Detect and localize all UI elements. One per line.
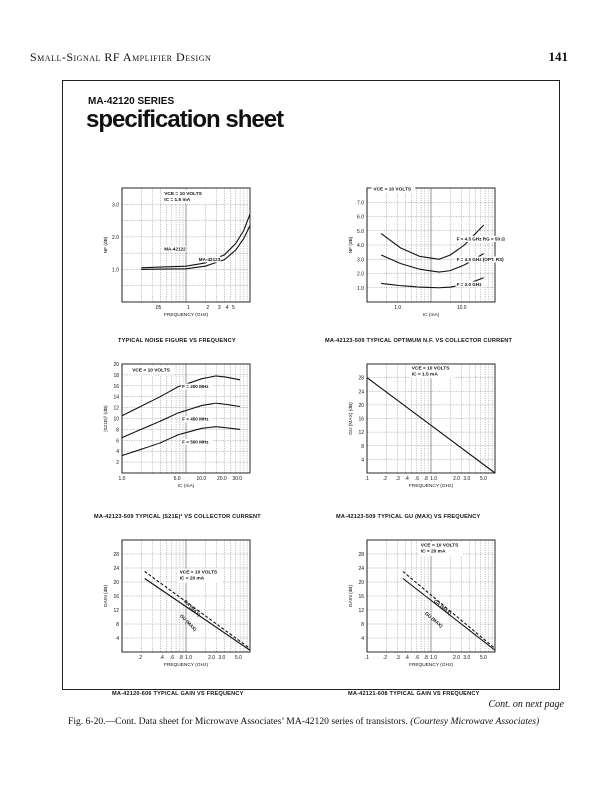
x-tick-label: 5.0: [235, 655, 242, 661]
x-tick-label: .05: [154, 305, 162, 311]
condition-label: VCE = 10 VOLTS: [164, 191, 202, 197]
x-tick-label: .3: [395, 655, 400, 661]
x-tick-label: 1.0: [430, 476, 438, 482]
y-tick-label: 28: [358, 375, 364, 382]
annotation-label: F = 2.0 GHz: [456, 282, 482, 288]
x-tick-label: .8: [423, 476, 428, 482]
y-tick-label: 8: [361, 622, 364, 628]
x-tick-label: 5.0: [480, 655, 487, 661]
page-number: 141: [548, 49, 568, 64]
x-tick-label: 5.0: [173, 476, 181, 482]
chart-optimum-nf: [345, 184, 505, 324]
y-tick-label: 12: [113, 405, 119, 412]
x-tick-label: .3: [395, 476, 400, 482]
y-tick-label: 20: [358, 580, 364, 586]
condition-label: VCE = 10 VOLTS: [420, 543, 459, 549]
y-tick-label: 24: [358, 566, 364, 572]
annotation-label: MA-42122: [164, 246, 186, 252]
figure-caption: [68, 716, 539, 727]
x-tick-label: 3: [217, 305, 221, 311]
x-tick-label: .6: [414, 655, 420, 661]
condition-label: IC = 1.5 mA: [411, 372, 438, 378]
x-tick-label: .2: [382, 655, 388, 661]
noise-figure-plot: [100, 184, 260, 324]
x-tick-label: .6: [169, 655, 175, 661]
annotation-label: F = 200 MHz: [182, 383, 209, 389]
y-tick-label: 4: [116, 449, 119, 456]
x-tick-label: 2.0: [208, 655, 216, 661]
annotation-label: F = 4.5 GHz (OPT. RS): [456, 256, 504, 262]
x-axis-label: IC (mA): [177, 484, 195, 489]
x-tick-label: 1.0: [118, 476, 126, 482]
y-axis-label: |S21E|² (dB): [104, 405, 109, 432]
x-axis-label: FREQUENCY (GHz): [408, 484, 454, 489]
x-tick-label: 1.0: [394, 305, 402, 311]
x-tick-label: 2.0: [453, 655, 461, 661]
y-tick-label: 12: [358, 608, 364, 614]
x-axis-label: IC (mA): [422, 313, 440, 318]
optimum-nf-plot: [345, 184, 505, 324]
y-tick-label: 28: [113, 552, 119, 558]
condition-label: VCE = 10 VOLTS: [373, 187, 412, 193]
y-tick-label: 16: [358, 416, 364, 423]
x-tick-label: .8: [178, 655, 183, 661]
x-tick-label: .4: [404, 476, 409, 482]
y-tick-label: 2.0: [112, 234, 119, 241]
y-tick-label: 18: [113, 372, 119, 379]
x-tick-label: 10.0: [456, 305, 467, 311]
condition-label: IC = 20 mA: [420, 549, 446, 555]
x-tick-label: 3.0: [463, 655, 471, 661]
x-tick-label: 4: [225, 305, 229, 311]
y-axis-label: NF (dB): [104, 236, 109, 254]
y-tick-label: 3.0: [112, 202, 119, 209]
optimum-nf-title: MA-42123-509 TYPICAL OPTIMUM N.F. VS COLLECTOR CURRENT: [325, 338, 513, 344]
datasheet-series: MA-42120 SERIES: [88, 96, 175, 107]
y-tick-label: 14: [113, 394, 119, 401]
y-tick-label: 4: [361, 457, 364, 464]
chart-gain-608: [345, 536, 505, 674]
annotation-label: MA-42123: [198, 256, 221, 262]
x-axis-label: FREQUENCY (GHz): [163, 663, 209, 668]
annotation-label: GU (MAX): [423, 610, 444, 629]
x-tick-label: 1.0: [185, 655, 193, 661]
y-tick-label: 8: [116, 427, 119, 434]
y-axis-label: GAIN (dB): [349, 584, 354, 608]
y-axis-label: GAIN (dB): [104, 584, 109, 608]
x-tick-label: .4: [404, 655, 409, 661]
annotation-label: F = 450 MHz: [182, 416, 209, 422]
gain-608-plot: [345, 536, 505, 674]
x-tick-label: 2.0: [453, 476, 461, 482]
x-tick-label: .1: [364, 476, 370, 482]
continued-note: Cont. on next page: [488, 699, 564, 710]
gain-608-title: MA-42121-608 TYPICAL GAIN VS FREQUENCY: [348, 691, 480, 697]
y-tick-label: 6: [116, 438, 119, 445]
chart-gu-max: [345, 360, 505, 495]
y-tick-label: 8: [361, 443, 364, 450]
running-title: Small-Signal RF Amplifier Design: [30, 50, 212, 64]
gain-606-plot: [100, 536, 260, 674]
x-tick-label: 30.0: [232, 476, 243, 482]
x-tick-label: 2: [206, 305, 210, 311]
x-tick-label: 10.0: [196, 476, 207, 482]
x-tick-label: .2: [382, 476, 388, 482]
annotation-label: GA (MAX): [432, 598, 453, 617]
x-tick-label: .6: [414, 476, 420, 482]
x-tick-label: 1.0: [430, 655, 438, 661]
y-tick-label: 12: [358, 430, 364, 437]
y-tick-label: 10: [113, 416, 119, 423]
y-tick-label: 24: [113, 566, 119, 572]
gain-606-title: MA-42120-606 TYPICAL GAIN VS FREQUENCY: [112, 691, 244, 697]
y-tick-label: 1.0: [112, 267, 119, 274]
y-tick-label: 20: [358, 402, 364, 409]
x-tick-label: .2: [137, 655, 143, 661]
noise-figure-title: TYPICAL NOISE FIGURE VS FREQUENCY: [118, 338, 236, 344]
annotation-label: F = 500 MHz: [182, 439, 209, 445]
chart-noise-figure: [100, 184, 260, 324]
condition-label: VCE = 10 VOLTS: [179, 570, 218, 576]
x-tick-label: 5: [231, 305, 235, 311]
y-tick-label: 20: [113, 580, 119, 586]
annotation-label: GA (MAX): [182, 598, 202, 618]
y-tick-label: 2.0: [357, 271, 364, 278]
caption-credit: (Courtesy Microwave Associates): [410, 716, 540, 727]
y-tick-label: 16: [358, 594, 364, 600]
x-tick-label: 3.0: [463, 476, 471, 482]
datasheet-heading: specification sheet: [86, 106, 284, 133]
y-tick-label: 4: [116, 636, 119, 642]
chart-s21: [100, 360, 260, 495]
condition-label: IC = 20 mA: [179, 576, 205, 582]
x-tick-label: .1: [364, 655, 370, 661]
gu-max-title: MA-42123-509 TYPICAL GU (MAX) VS FREQUENCY: [336, 514, 481, 520]
y-tick-label: 28: [358, 552, 364, 558]
x-tick-label: 3.0: [218, 655, 226, 661]
chart-gain-606: [100, 536, 260, 674]
y-tick-label: 8: [116, 622, 119, 628]
x-tick-label: 5.0: [480, 476, 487, 482]
y-tick-label: 16: [113, 594, 119, 600]
y-tick-label: 7.0: [357, 200, 364, 207]
y-tick-label: 5.0: [357, 228, 364, 235]
y-axis-label: NF (dB): [349, 236, 354, 254]
y-tick-label: 2: [116, 460, 119, 467]
y-tick-label: 4: [361, 636, 364, 642]
condition-label: VCE = 10 VOLTS: [132, 368, 170, 374]
annotation-label: F = 4.5 GHz RG = 50 Ω: [456, 236, 505, 242]
condition-label: IC = 1.5 mA: [164, 197, 191, 203]
s21-title: MA-42123-509 TYPICAL |S21E|² VS COLLECTOR CURRENT: [94, 514, 261, 520]
x-tick-label: .8: [423, 655, 428, 661]
y-tick-label: 24: [358, 389, 364, 396]
s21-plot: [100, 360, 260, 495]
y-tick-label: 12: [113, 608, 119, 614]
annotation-label: GU (MAX): [178, 613, 198, 633]
x-tick-label: .4: [159, 655, 164, 661]
condition-label: VCE = 10 VOLTS: [411, 366, 450, 372]
y-tick-label: 3.0: [357, 257, 364, 264]
y-tick-label: 1.0: [357, 285, 364, 292]
caption-main: Fig. 6-20.—Cont. Data sheet for Microwave Associates’ MA-42120 series of transistors.: [68, 716, 408, 727]
x-tick-label: 20.0: [216, 476, 227, 482]
x-axis-label: FREQUENCY (GHz): [408, 663, 454, 668]
x-axis-label: FREQUENCY (GHz): [163, 313, 209, 318]
x-tick-label: 1: [187, 305, 190, 311]
y-tick-label: 4.0: [357, 243, 364, 249]
y-tick-label: 6.0: [357, 214, 364, 221]
y-tick-label: 16: [113, 383, 119, 390]
gu-max-plot: [345, 360, 505, 495]
y-tick-label: 20: [113, 362, 119, 368]
y-axis-label: GU (MAX) (dB): [349, 402, 354, 435]
